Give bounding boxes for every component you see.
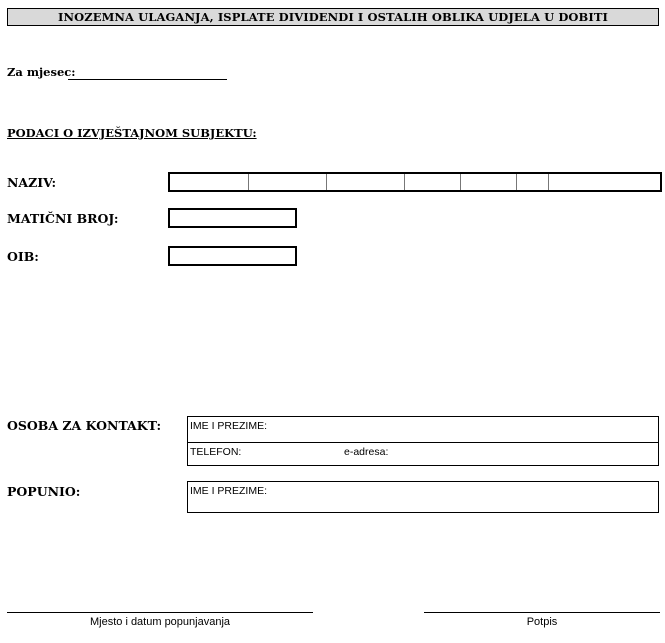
filler-table[interactable] bbox=[187, 481, 659, 513]
contact-table bbox=[187, 416, 659, 466]
place-date-caption: Mjesto i datum popunjavanja bbox=[89, 616, 231, 628]
month-input-line[interactable] bbox=[68, 79, 227, 80]
contact-label: OSOBA ZA KONTAKT: bbox=[7, 418, 162, 433]
oib-input[interactable] bbox=[168, 246, 297, 266]
name-input-divider bbox=[460, 174, 461, 190]
oib-label: OIB: bbox=[7, 249, 39, 264]
filler-name-field-label: IME I PREZIME: bbox=[190, 485, 268, 497]
contact-phone-field-label: TELEFON: bbox=[190, 446, 242, 458]
signature-caption: Potpis bbox=[526, 616, 558, 628]
place-date-line[interactable] bbox=[7, 612, 313, 613]
name-input-divider bbox=[248, 174, 249, 190]
signature-line[interactable] bbox=[424, 612, 660, 613]
filler-label: POPUNIO: bbox=[7, 484, 81, 499]
reg-number-label: MATIČNI BROJ: bbox=[7, 211, 119, 226]
name-input-divider bbox=[326, 174, 327, 190]
name-input-divider bbox=[404, 174, 405, 190]
contact-phone-row[interactable] bbox=[188, 442, 658, 467]
contact-name-row[interactable] bbox=[188, 417, 658, 441]
contact-email-field-label: e-adresa: bbox=[344, 446, 389, 458]
reg-number-input[interactable] bbox=[168, 208, 297, 228]
name-label: NAZIV: bbox=[7, 175, 57, 190]
name-input-divider bbox=[548, 174, 549, 190]
section-heading: PODACI O IZVJEŠTAJNOM SUBJEKTU: bbox=[7, 126, 257, 140]
name-input-divider bbox=[516, 174, 517, 190]
contact-name-field-label: IME I PREZIME: bbox=[190, 420, 268, 432]
month-label: Za mjesec: bbox=[7, 65, 76, 79]
name-input[interactable] bbox=[168, 172, 662, 192]
form-title: INOZEMNA ULAGANJA, ISPLATE DIVIDENDI I OSTALIH OBLIKA UDJELA U DOBITI bbox=[7, 8, 659, 26]
